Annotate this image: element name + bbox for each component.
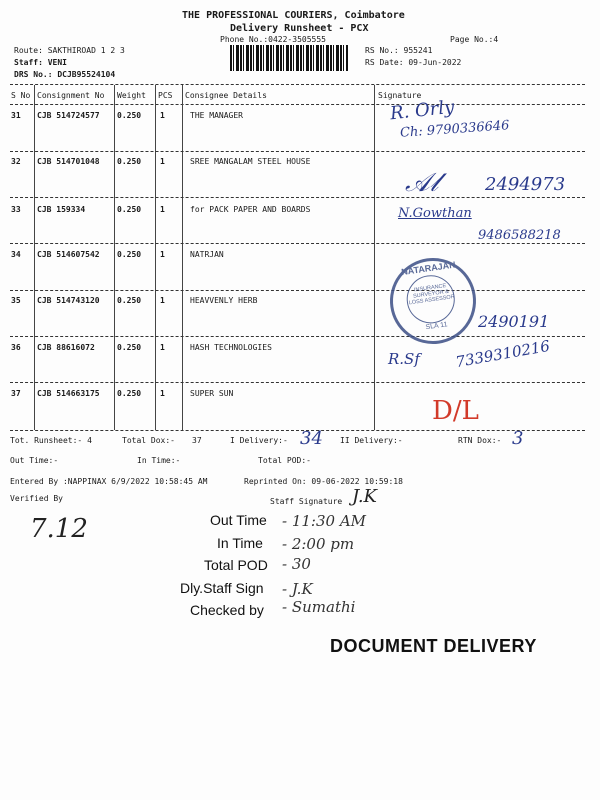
row-sno: 35 [11, 296, 21, 305]
row-consignment: CJB 514743120 [37, 296, 100, 305]
stamp-top-text: NATARAJAN [400, 259, 457, 278]
verified-by-label: Verified By [10, 494, 63, 503]
document-title: Delivery Runsheet - PCX [230, 23, 369, 34]
ii-delivery-label: II Delivery:- [340, 436, 403, 445]
table-top-rule [10, 84, 585, 85]
signature-row-37: D/L [432, 396, 479, 426]
row-weight: 0.250 [117, 343, 142, 352]
dly-staff-sign-label: Dly.Staff Sign [180, 580, 264, 596]
signature-row-35: 2490191 [478, 312, 550, 331]
col-header-weight: Weight [117, 91, 146, 100]
signature-row-31: R. Orly [389, 96, 456, 125]
staff-signature-label: Staff Signature [270, 497, 343, 506]
row-pcs: 1 [160, 157, 165, 166]
document-delivery-stamp: DOCUMENT DELIVERY [330, 636, 537, 656]
reprinted-on: Reprinted On: 09-06-2022 10:59:18 [244, 477, 403, 486]
row-separator [10, 243, 585, 244]
dly-staff-sign-value: - J.K [282, 580, 313, 598]
total-dox-value: 37 [192, 436, 202, 445]
signature-row-36: R.Sf [388, 350, 420, 368]
row-separator [10, 382, 585, 383]
row-separator [10, 151, 585, 152]
col-header-sno: S No [11, 91, 31, 100]
table-bottom-rule [10, 430, 585, 431]
row-consignee: SREE MANGALAM STEEL HOUSE [190, 157, 311, 166]
col-separator [34, 85, 35, 430]
drs-number: DRS No.: DCJB95524104 [14, 70, 116, 79]
row-sno: 37 [11, 389, 21, 398]
stamp-middle-text: INSURANCE SURVEYOR & LOSS ASSESSOR [408, 283, 456, 307]
col-separator [182, 85, 183, 430]
row-pcs: 1 [160, 389, 165, 398]
row-weight: 0.250 [117, 389, 142, 398]
row-consignee: THE MANAGER [190, 111, 243, 120]
out-time-stamp-label: Out Time [210, 512, 267, 528]
row-sno: 31 [11, 111, 21, 120]
barcode [230, 45, 348, 71]
table-header-rule [10, 104, 585, 105]
col-header-consignee: Consignee Details [185, 91, 267, 100]
row-consignment: CJB 514701048 [37, 157, 100, 166]
row-sno: 34 [11, 250, 21, 259]
row-weight: 0.250 [117, 111, 142, 120]
rtn-dox-value: 3 [512, 428, 524, 449]
signature-row-33-phone: 9486588218 [478, 228, 561, 243]
page-number: Page No.:4 [450, 35, 499, 44]
phone-number: Phone No.:0422-3505555 [220, 35, 326, 44]
row-consignee: HEAVVENLY HERB [190, 296, 258, 305]
signature-row-31-phone: Ch: 9790336646 [399, 118, 510, 141]
i-delivery-label: I Delivery:- [230, 436, 288, 445]
row-pcs: 1 [160, 111, 165, 120]
row-pcs: 1 [160, 343, 165, 352]
total-pod-label: Total POD:- [258, 456, 311, 465]
row-consignee: SUPER SUN [190, 389, 234, 398]
row-weight: 0.250 [117, 157, 142, 166]
row-separator [10, 290, 585, 291]
company-name: THE PROFESSIONAL COURIERS, Coimbatore [182, 10, 405, 21]
row-consignment: CJB 514663175 [37, 389, 100, 398]
out-time-stamp-value: - 11:30 AM [282, 512, 367, 530]
col-separator [374, 85, 375, 430]
col-header-consignment: Consignment No [37, 91, 105, 100]
total-pod-stamp-label: Total POD [204, 557, 268, 573]
row-separator [10, 336, 585, 337]
rtn-dox-label: RTN Dox:- [458, 436, 502, 445]
i-delivery-value: 34 [300, 428, 323, 449]
row-pcs: 1 [160, 296, 165, 305]
row-weight: 0.250 [117, 296, 142, 305]
staff-signature-value: J.K [352, 486, 377, 507]
col-header-pcs: PCS [158, 91, 173, 100]
row-consignment: CJB 88616072 [37, 343, 95, 352]
row-consignment: CJB 514724577 [37, 111, 100, 120]
row-sno: 33 [11, 205, 21, 214]
checked-by-label: Checked by [190, 602, 264, 618]
row-consignee: for PACK PAPER AND BOARDS [190, 205, 311, 214]
checked-by-value: - Sumathi [282, 598, 356, 616]
total-runsheet: Tot. Runsheet:- 4 [10, 436, 92, 445]
route: Route: SAKTHIROAD 1 2 3 [14, 46, 125, 55]
total-dox-label: Total Dox:- [122, 436, 175, 445]
verified-by-value: 7.12 [30, 514, 88, 544]
in-time-stamp-label: In Time [217, 535, 263, 551]
out-time-label: Out Time:- [10, 456, 59, 465]
rs-number: RS No.: 955241 [365, 46, 433, 55]
signature-row-32-mark: 𝒜𝓁 [405, 168, 439, 198]
rs-date: RS Date: 09-Jun-2022 [365, 58, 462, 67]
in-time-label: In Time:- [137, 456, 181, 465]
row-consignment: CJB 159334 [37, 205, 86, 214]
signature-row-36-phone: 7339310216 [454, 336, 552, 372]
col-separator [114, 85, 115, 430]
row-sno: 36 [11, 343, 21, 352]
row-pcs: 1 [160, 205, 165, 214]
row-pcs: 1 [160, 250, 165, 259]
company-stamp [384, 252, 481, 349]
entered-by: Entered By :NAPPINAX 6/9/2022 10:58:45 AM [10, 477, 208, 486]
signature-row-33: N.Gowthan [398, 206, 472, 221]
row-sno: 32 [11, 157, 21, 166]
row-weight: 0.250 [117, 250, 142, 259]
signature-row-32: 2494973 [485, 174, 566, 195]
staff: Staff: VENI [14, 58, 67, 67]
row-consignee: HASH TECHNOLOGIES [190, 343, 272, 352]
row-separator [10, 197, 585, 198]
row-consignment: CJB 514607542 [37, 250, 100, 259]
stamp-bottom-text: SLA 11 [425, 321, 448, 332]
in-time-stamp-value: - 2:00 pm [282, 535, 355, 553]
row-consignee: NATRJAN [190, 250, 224, 259]
total-pod-stamp-value: - 30 [282, 555, 311, 573]
col-header-signature: Signature [378, 91, 422, 100]
col-separator [155, 85, 156, 430]
row-weight: 0.250 [117, 205, 142, 214]
